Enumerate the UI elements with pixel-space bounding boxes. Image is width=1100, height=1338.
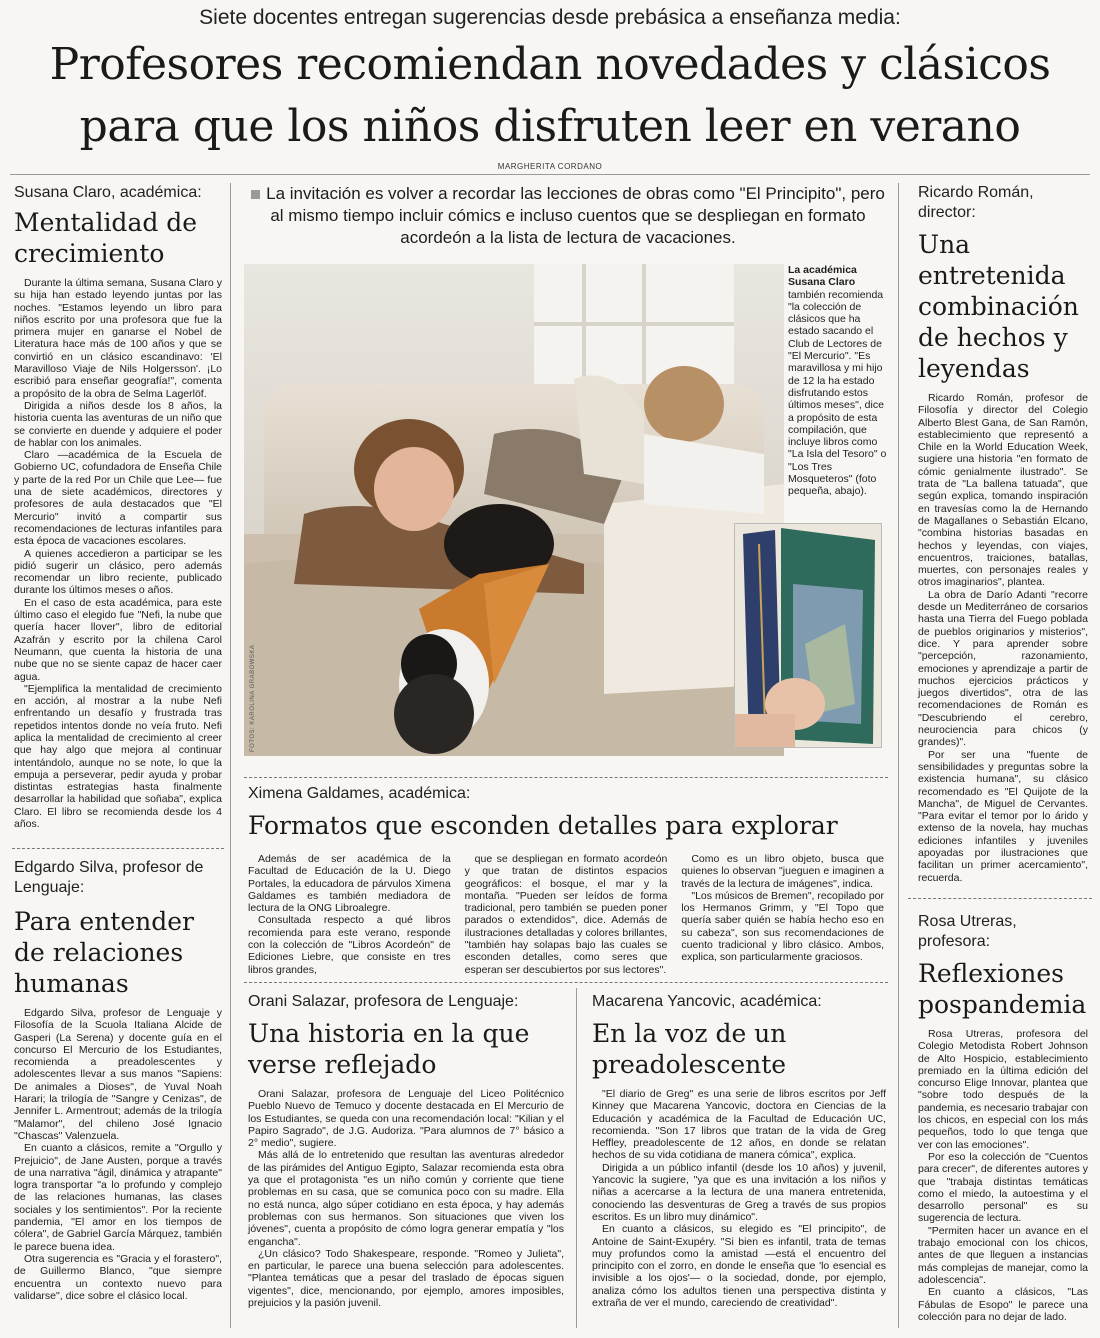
title-rosa: Reflexiones pospandemia <box>918 959 1087 1019</box>
paragraph: En cuanto a clásicos, su elegido es "El principito", de Antoine de Saint-Exupéry. "Si bien es infantil, trata de temas muy profundos como la amistad —está el encuentro del principito con el zorro, en donde le enseña que 'lo esencial es invisible a los ojos'— o la sociedad, donde, por ejemplo, analiza cómo los adultos tienen una perspectiva distinta y extraña de ver el mundo, careciendo de creatividad". <box>592 1223 886 1310</box>
body-column <box>465 853 668 976</box>
inset-photo-credit: S. CLARO <box>869 709 875 742</box>
paragraph: Más allá de lo entretenido que resultan las aventuras alrededor de las pirámides del Antiguo Egipto, Salazar recomienda esta obra ya que el protagonista "es un niño común y corriente que tiene problemas en su casa, que se comunica poco con su madre. Ella no está nunca, algo súper cotidiano en esta época, y hay además problemas con sus hermanos. Son situaciones que viven los jóvenes", cuenta a propósito de cómo logra generar empatía y "los engancha". <box>248 1149 564 1248</box>
caption-text: también recomienda "la colección de clásicos que ha estado sacando el Club de Lectores de "El Mercurio". "Es maravillosa y mi hijo de 12 la ha estado disfrutando estos últimos meses", dice a propósito de esta compilación, que incluye libros como "La Isla del Tesoro" o "Los Tres Mosqueteros" (foto pequeña, abajo). <box>788 288 887 498</box>
author-macarena: Macarena Yancovic, académica: <box>592 993 822 1010</box>
paragraph: "El diario de Greg" es una serie de libros escritos por Jeff Kinney que Macarena Yancovic, doctora en Ciencias de la Educación y académica de la Facultad de Educación UC, recomienda. "Son 17 libros que tratan de la vida de Greg Heffley, preadolescente de 12 años, en donde se relatan hechos de su vida cotidiana de manera cómica", explica. <box>592 1088 886 1162</box>
article-macarena <box>592 992 886 1309</box>
caption-bold: La académica Susana Claro <box>788 264 857 289</box>
lead-paragraph <box>248 183 888 249</box>
paragraph: En cuanto a clásicos, remite a "Orgullo y Prejuicio", de Jane Austen, porque a través de una narrativa "ágil, dinámica y atrapante" logra transportar "a lo profundo y complejo de las relaciones humanas, las clases sociales y los sentimientos". Por la reciente pandemia, "El amor en los tiempos de cólera", de Gabriel García Márquez, también le parece buena idea. <box>14 1142 222 1253</box>
paragraph: En el caso de esta académica, para este último caso el elegido fue "Nefi, la nube que quería hacer llover", libro de editorial Azafrán y escrito por la chilena Carol Neumann, que cuenta la historia de una nube que no se siente capaz de hacer caer agua. <box>14 596 222 683</box>
paragraph: Consultada respecto a qué libros recomienda para este verano, responde con la colección de "Libros Acordeón" de Ediciones Liebre, que consiste en tres libros grandes, <box>248 914 451 976</box>
paragraph: que se despliegan en formato acordeón y que tratan de distintos espacios geográficos: el bosque, el mar y la montaña. "Pueden ser leídos de forma tradicional, pero también se pueden poner parados o extendidos", dice. Además de ilustraciones detalladas y colores brillantes, "también hay solapas bajo las cuales se esconden detalles, como seres que esperan ser descubiertos por sus lectores". <box>464 853 668 976</box>
inset-photo <box>734 523 882 748</box>
paragraph: Otra sugerencia es "Gracia y el forastero", de Guillermo Blanco, "que siempre encuentra un contexto nuevo para validarse", dice sobre el clásico local. <box>14 1252 222 1302</box>
paragraph: A quienes accedieron a participar se les pidió sugerir un clásico, pero además recomendar un libro reciente, publicado durante los últimos meses o años. <box>14 547 222 597</box>
body-edgardo <box>14 1007 222 1302</box>
paragraph: Ricardo Román, profesor de Filosofía y director del Colegio Alberto Blest Gana, de San Ramón, establecimiento que representó a Chile en la World Education Week, sugiere una historia "en formato de cómic genialmente ilustrado". Se trata de "La ballena tatuada", que según explica, tomando inspiración en travesías como la de Hernando de Magallanes o Sebastián Elcano, "combina historias basadas en hechos y leyendas, con viajes, encuentros, traiciones, batallas, muertes, con personajes reales y otros imaginarios", plantea. <box>918 392 1088 589</box>
article-ximena <box>248 784 884 976</box>
body-rosa <box>918 1028 1088 1323</box>
kicker: Siete docentes entregan sugerencias desde prebásica a enseñanza media: <box>199 6 901 29</box>
author-ximena: Ximena Galdames, académica: <box>248 785 471 802</box>
photo-credit: FOTOS: KAROLINA GRABOWSKA <box>250 644 256 752</box>
article-ricardo <box>918 183 1088 884</box>
paragraph: Por eso la colección de "Cuentos para crecer", de diferentes autores y que "trabaja distintas temáticas como el miedo, la autoestima y el desarrollo personal" es su sugerencia de lectura. <box>918 1150 1088 1225</box>
article-rosa <box>918 912 1088 1323</box>
article-orani <box>248 992 564 1309</box>
column-rule-right <box>898 183 899 1328</box>
author-edgardo: Edgardo Silva, profesor de Lenguaje: <box>14 859 204 896</box>
body-ximena <box>248 853 884 976</box>
body-macarena <box>592 1088 886 1309</box>
paragraph: Edgardo Silva, profesor de Lenguaje y Filosofía de la Scuola Italiana Alcide de Gasperi (La Serena) y docente guía en el concurso El Mercurio de los Estudiantes, recomienda a preadolescentes y adolescentes llevar a sus manos "Sapiens: De animales a Dioses", de Yuval Noah Harari; la trilogía de "Sangre y Cenizas", de Jennifer L. Armentrout; además de la trilogía "Malamor", del chileno José Ignacio "Chascas" Valenzuela. <box>14 1007 222 1142</box>
main-photo <box>244 264 784 756</box>
body-column <box>681 853 884 976</box>
paragraph: Como es un libro objeto, busca que quienes lo observan "jueguen e imaginen a través de la lectura de imágenes", indica. <box>681 853 885 890</box>
divider <box>244 982 888 983</box>
author-ricardo: Ricardo Román, director: <box>918 184 1034 221</box>
paragraph: En cuanto a clásicos, "Las Fábulas de Esopo" le parece una colección para no dejar de lado. <box>918 1286 1088 1323</box>
title-ricardo: Una entretenida combinación de hechos y leyendas <box>918 230 1079 383</box>
paragraph: Claro —académica de la Escuela de Gobierno UC, cofundadora de Enseña Chile y parte de la red Por un Chile que Lee— fue una de siete académicos, directores y profesores de aula destacados que "El Mercurio" invitó a compartir sus recomendaciones de lecturas infantiles para esta época de vacaciones escolares. <box>14 449 222 548</box>
divider <box>12 848 224 849</box>
article-edgardo <box>14 858 222 1302</box>
author-susana: Susana Claro, académica: <box>14 184 202 201</box>
headline-line-1: Profesores recomiendan novedades y clásicos <box>49 39 1051 90</box>
title-ximena: Formatos que esconden detalles para explorar <box>248 811 838 840</box>
body-susana <box>14 277 222 830</box>
paragraph: La obra de Darío Adanti "recorre desde un Mediterráneo de corsarios hasta una Tierra del Fuego poblada de pueblos originarios y misterios", dice. Y para aprender sobre "percepción, razonamiento, emociones y aprendizaje a partir de muchos ejercicios prácticos y juegos divertidos", otra de las recomendaciones de Román es "Descubriendo el cerebro, neurociencia para chicos (y grandes)". <box>918 588 1088 749</box>
paragraph: Orani Salazar, profesora de Lenguaje del Liceo Politécnico Pueblo Nuevo de Temuco y docente destacada en El Mercurio de los Estudiantes, se queda con una recomendación local: "Kilian y el Papiro Sagrado", de J.G. Audoriza. "Para alumnos de 7° básico a 2° medio", sugiere. <box>248 1088 564 1150</box>
column-rule-middle <box>576 988 577 1328</box>
body-ricardo <box>918 392 1088 884</box>
paragraph: Dirigida a niños desde los 8 años, la historia cuenta las aventuras de un niño que se convierte en duende y adquiere el poder de hablar con los animales. <box>14 399 222 449</box>
paragraph: Durante la última semana, Susana Claro y su hija han estado leyendo juntas por las noches. "Estamos leyendo un libro para niños escrito por una profesora que fue la primera mujer en ganarse el Nobel de Literatura hace más de 100 años y que se convirtió en un clásico escandinavo: 'El Maravilloso Viaje de Nils Holgersson'. ¡Lo escribió para enseñar geografía!", comenta a propósito de la obra de Selma Lagerlöf. <box>14 277 222 400</box>
paragraph: "Los músicos de Bremen", recopilado por los Hermanos Grimm, y "El Topo que quería saber quién se había hecho eso en su cabeza", son sus recomendaciones de cuento tradicional y libro clásico. Ambos, explica, son particularmente graciosos. <box>681 889 885 964</box>
lead-text: La invitación es volver a recordar las lecciones de obras como "El Principito", pero al mismo tiempo incluir cómics e incluso cuentos que se despliegan en formato acordeón a la lista de lectura de vacaciones. <box>266 184 885 247</box>
paragraph: Rosa Utreras, profesora del Colegio Metodista Robert Johnson de Alto Hospicio, establecimiento premiado en la última edición del concurso Elige Innovar, plantea que "sobre todo después de la pandemia, es necesario trabajar con los chicos, en especial con los más pequeños, todo lo que tenga que ver con las emociones". <box>918 1028 1088 1151</box>
books-illustration <box>735 524 881 747</box>
paragraph: Dirigida a un público infantil (desde los 10 años) y juvenil, Yancovic la sugiere, "ya que es una invitación a los niños y niñas a acercarse a la lectura de una manera entretenida, conociendo las desventuras de Greg a través de sus propios escritos. Es un libro muy dinámico". <box>592 1161 886 1223</box>
paragraph: "Permiten hacer un avance en el trabajo emocional con los chicos, antes de que lleguen a instancias más complejas de manejar, como la adolescencia". <box>918 1224 1088 1286</box>
column-rule-left <box>230 183 231 1328</box>
header-rule <box>10 174 1090 175</box>
author-rosa: Rosa Utreras, profesora: <box>918 913 1017 950</box>
body-orani <box>248 1088 564 1309</box>
photo-caption <box>788 264 888 498</box>
bullet-square-icon <box>251 190 260 199</box>
divider <box>908 898 1092 899</box>
byline: MARGHERITA CORDANO <box>497 162 603 171</box>
title-edgardo: Para entender de relaciones humanas <box>14 907 194 998</box>
body-column <box>248 853 451 976</box>
divider <box>244 777 888 778</box>
headline-line-2: para que los niños disfruten leer en verano <box>79 101 1021 152</box>
paragraph: Por ser una "fuente de sensibilidades y preguntas sobre la existencia humana", su clásico recomendado es "El Quijote de la Mancha", de Miguel de Cervantes. "Para evitar el temor por lo árido y extenso de la novela, hay muchas ediciones infantiles y juveniles apoyadas por ilustraciones que facilitan un primer acercamiento", recuerda. <box>918 748 1088 884</box>
paragraph: ¿Un clásico? Todo Shakespeare, responde. "Romeo y Julieta", en particular, le parece una buena selección para adolescentes. "Plantea temáticas que a pesar del traslado de épocas siguen vigentes", dice, mencionando, por ejemplo, amores imposibles, prejuicios y la pasión juvenil. <box>248 1247 564 1310</box>
reading-kids-illustration <box>244 264 784 756</box>
paragraph: "Ejemplifica la mentalidad de crecimiento en acción, al mostrar a la nube Nefi enfrentando un desafío y frustrada tras repetidos intentos donde no veía fruto. Nefi aplica la mentalidad de crecimiento al creer que hay algo que mejora al continuar intentándolo, aunque no se note, lo que la empuja a perseverar, pedir ayuda y probar distintas estrategias hasta finalmente desarrollar la habilidad que soñaba", explica Claro. El libro se recomienda desde los 4 años. <box>14 682 222 831</box>
paragraph: Además de ser académica de la Facultad de Educación de la U. Diego Portales, la educadora de párvulos Ximena Galdames es también mediadora de lectura de la ONG Libroalegre. <box>248 853 451 915</box>
title-orani: Una historia en la que verse reflejado <box>248 1019 530 1079</box>
title-susana: Mentalidad de crecimiento <box>14 208 198 268</box>
title-macarena: En la voz de un preadolescente <box>592 1019 787 1079</box>
article-susana <box>14 183 222 830</box>
author-orani: Orani Salazar, profesora de Lenguaje: <box>248 993 519 1010</box>
